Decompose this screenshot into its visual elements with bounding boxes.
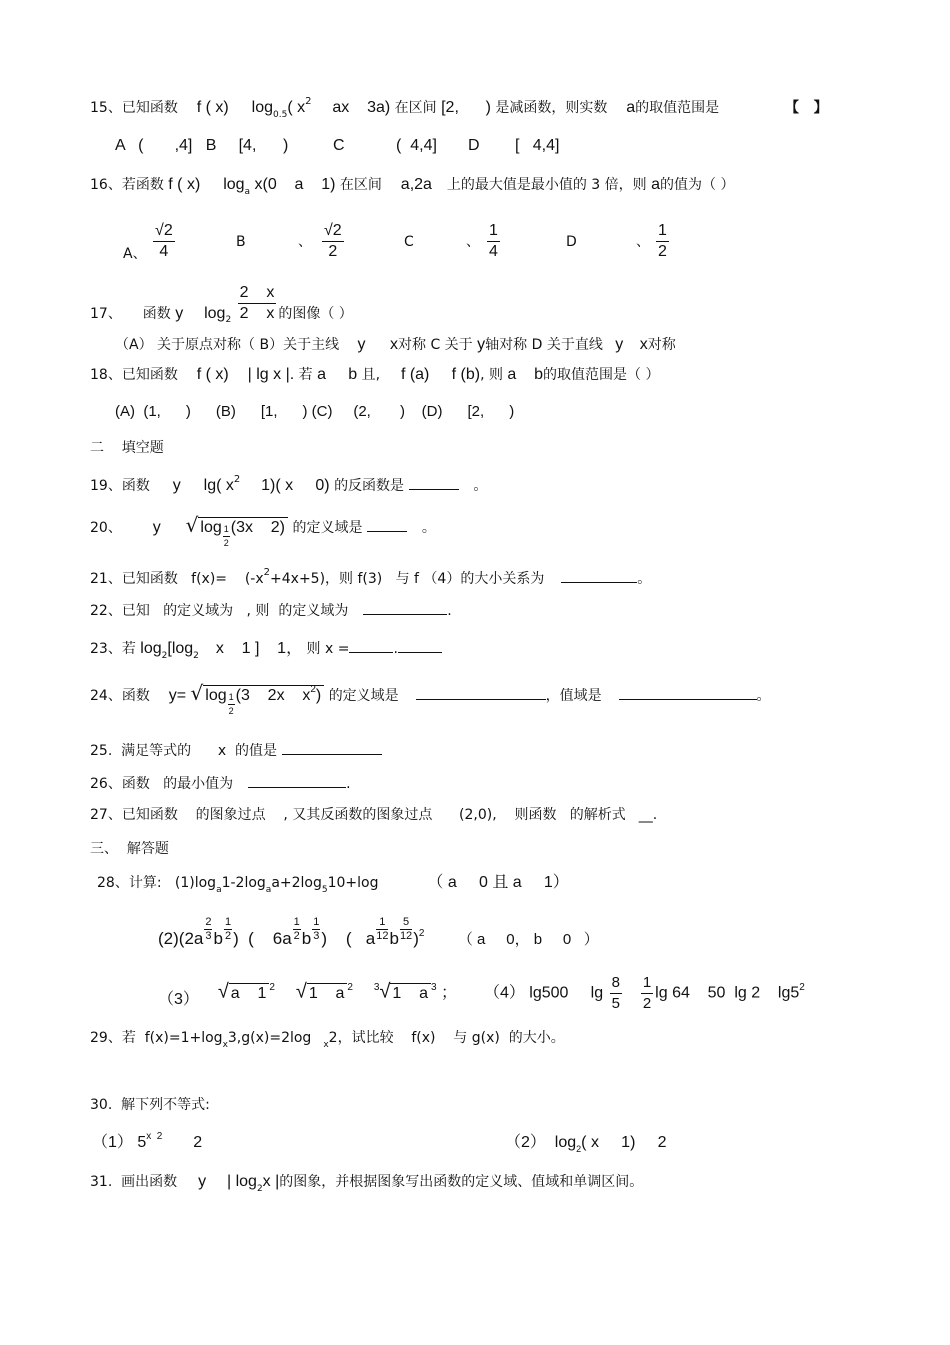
q16-option-b: $\frac{√2}{2}$ — [324, 222, 342, 260]
question-26: 26、函数 的最小值为 . — [90, 776, 351, 792]
question-31: 31. 画出函数 y | $\log_2x$ |的图象，并根据图象写出函数的定义域、值域和单调区间。 — [90, 1173, 644, 1194]
q15-option-d-value: [ 4,4] — [515, 137, 560, 154]
radical-sign: √ — [217, 980, 229, 1003]
q16-option-b-label: B — [236, 234, 246, 250]
q16-option-c-label: C — [404, 234, 414, 250]
q16-option-a-fraction: $\frac{√2}{4}$ — [155, 222, 173, 260]
question-16: 16、若函数 f ( x) $\log_a x(0$ a 1) 在区间 a,2a 上的最大值是最小值的 3 倍，则 a的值为（ ） — [90, 176, 735, 197]
question-22: 22、已知 的定义域为 , 则 的定义域为 . — [90, 603, 452, 619]
q15-option-c: C — [333, 137, 345, 154]
question-15: 15、已知函数 f ( x) $\log_{0.5}$( $x^2$ ax 3a) 在区间 [2, ) 是减函数，则实数 a的取值范围是 — [90, 96, 720, 120]
question-17: 17、 函数 y $\log_2$ $\frac{2 x}{2 x}$ 的图像（ ） — [90, 284, 353, 325]
radical-sign: √ — [190, 681, 204, 705]
radicand: log $\frac{1}{2}$ (3 2x $x^2$) — [203, 685, 324, 714]
question-24: 24、函数 y= √ log $\frac{1}{2}$ (3 2x $x^2$) 的定义域是 ，值域是 。 — [90, 681, 771, 716]
question-27: 27、已知函数 的图象过点 , 又其反函数的图象过点 (2,0), 则函数 的解析式 __. — [90, 807, 658, 823]
q16-options: A、 $\frac{√2}{4}$ — [123, 222, 173, 262]
question-28-part-2: (2)(2a $\frac{2}{3}$ b $\frac{1}{2}$ ) ( 6a $\frac{1}{2}$ b $\frac{1}{3}$ ) ( a $\frac{1}{12}$ b $\frac{5}{12}$ )$^2$ （ a 0， b 0 ） — [158, 916, 599, 948]
answer-blank[interactable] — [248, 787, 346, 788]
radicand: log $\frac{1}{2}$ (3x 2) — [198, 517, 288, 546]
answer-blank-2[interactable] — [398, 652, 442, 653]
q18-options: (A) (1, ) (B) [1, ) (C) (2, ) (D) [2, ) — [115, 403, 515, 420]
question-28-parts-3-4: （3） √ a 1 $^2$ √ 1 a $^2$ $^3$√ 1 a $^3$ ； （4） lg500 lg $\frac{8}{5}$ $\frac{1}{2}$ lg 64 50 lg 2 $\lg 5^2$ — [158, 974, 805, 1012]
q15-options-ab: A ( ,4] B [4, ) — [115, 137, 289, 154]
section-3-title: 三、 解答题 — [90, 841, 169, 857]
q16-option-b-sep: 、 — [298, 234, 312, 250]
q15-option-c-value: ( 4,4] — [396, 137, 437, 154]
question-28-part-1: 28、计算: $(1)\log_a1-2\log_aa+2\log_510+\log$ （ a 0 且 a 1） — [97, 874, 569, 895]
answer-blank[interactable] — [349, 652, 393, 653]
q16-option-d-sep: 、 — [636, 234, 650, 250]
q16-option-d-label: D — [566, 234, 577, 250]
question-21: 21、已知函数 f(x)= $(-x^2+4x+5)$，则 f(3) 与 f （4）的大小关系为 。 — [90, 567, 652, 587]
q15-option-d: D — [468, 137, 480, 154]
q16-option-c-sep: 、 — [466, 234, 480, 250]
question-23: 23、若 $\log_2[\log_2$ x 1 ] 1， 则 x = . — [90, 640, 442, 660]
answer-blank[interactable] — [363, 614, 447, 615]
radical-sign: √ — [295, 980, 307, 1003]
domain-answer-blank[interactable] — [416, 699, 546, 700]
radical-sign: √ — [185, 513, 199, 537]
q16-option-c: $\frac{1}{4}$ — [489, 222, 498, 260]
cube-root-sign: √ — [379, 980, 391, 1003]
q17-options: （A） 关于原点对称（ B）关于主线 y x对称 C 关于 y轴对称 D 关于直线 y x对称 — [115, 336, 676, 353]
answer-blank[interactable] — [367, 531, 407, 532]
section-2-title: 二 填空题 — [90, 440, 164, 456]
answer-bracket: 【 】 — [785, 100, 828, 116]
q17-fraction: $\frac{2 x}{2 x}$ — [239, 284, 275, 322]
question-18: 18、已知函数 f ( x) | lg x |. 若 a b 且, f (a) f (b), 则 a b的取值范围是（ ） — [90, 366, 660, 383]
question-25: 25. 满足等式的 x 的值是 — [90, 742, 382, 760]
answer-blank[interactable] — [282, 754, 382, 755]
question-30-part-1: （1） $5^{x 2}$ 2 — [92, 1131, 203, 1151]
answer-blank[interactable] — [561, 582, 637, 583]
question-29: 29、若 $f(x)=1+\log_x3,g(x)=2\log$ $_x$2，试比较 f(x) 与 g(x) 的大小。 — [90, 1030, 565, 1050]
question-20: 20、 y √ log $\frac{1}{2}$ (3x 2) 的定义域是 。 — [90, 513, 436, 548]
question-30-part-2: （2） $\log_2$( x 1) 2 — [505, 1134, 667, 1154]
q16-option-d: $\frac{1}{2}$ — [658, 222, 667, 260]
range-answer-blank[interactable] — [619, 699, 757, 700]
question-30: 30. 解下列不等式: — [90, 1097, 210, 1113]
answer-blank[interactable] — [409, 489, 459, 490]
question-19: 19、函数 y lg( $x^2$ 1)( x 0) 的反函数是 。 — [90, 474, 488, 494]
